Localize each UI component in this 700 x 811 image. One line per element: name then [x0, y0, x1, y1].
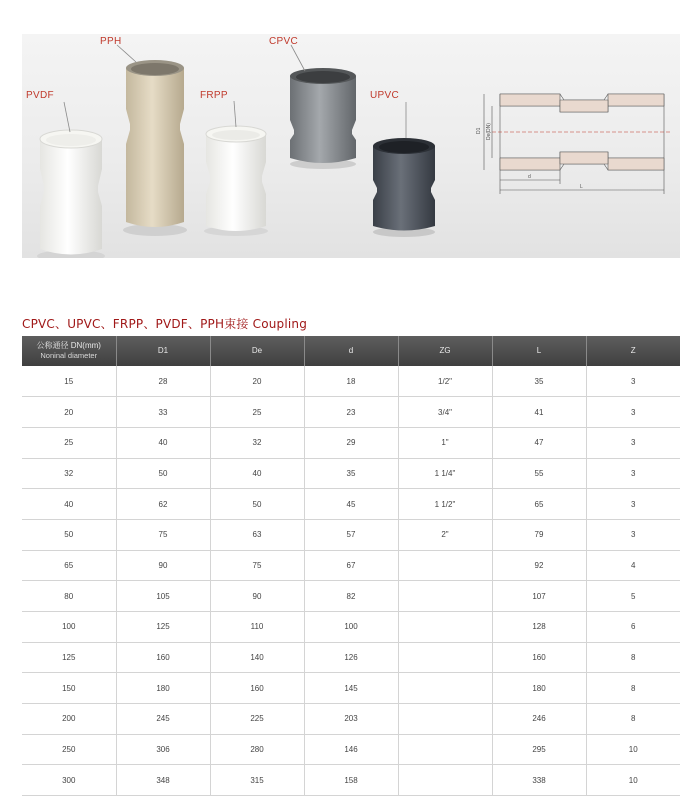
header-dn [22, 336, 116, 366]
cell-l: 55 [492, 458, 586, 489]
header-l: L [492, 336, 586, 366]
cell-d: 35 [304, 458, 398, 489]
cell-z: 8 [586, 642, 680, 673]
table-body [22, 366, 680, 796]
cell-dn: 40 [22, 489, 116, 520]
cell-de: 40 [210, 458, 304, 489]
cell-zg [398, 765, 492, 796]
cell-z: 3 [586, 489, 680, 520]
cell-d: 203 [304, 704, 398, 735]
cell-zg: 1" [398, 427, 492, 458]
coupling-spec-table [22, 336, 680, 796]
cell-de: 75 [210, 550, 304, 581]
cell-l: 107 [492, 581, 586, 612]
upvc-coupling [373, 138, 435, 237]
cell-z: 5 [586, 581, 680, 612]
table-row [22, 673, 680, 704]
cpvc-label: CPVC [269, 36, 298, 47]
cell-z: 3 [586, 397, 680, 428]
cell-d1: 50 [116, 458, 210, 489]
cell-dn: 200 [22, 704, 116, 735]
dim-dedn-label: De(DN) [486, 123, 492, 140]
cell-d: 146 [304, 734, 398, 765]
cell-de: 90 [210, 581, 304, 612]
pph-coupling [123, 60, 187, 236]
cell-de: 280 [210, 734, 304, 765]
cell-d1: 306 [116, 734, 210, 765]
cell-dn: 250 [22, 734, 116, 765]
cell-dn: 32 [22, 458, 116, 489]
cell-de: 25 [210, 397, 304, 428]
cell-d: 82 [304, 581, 398, 612]
cell-d: 126 [304, 642, 398, 673]
cell-zg: 1 1/2" [398, 489, 492, 520]
product-illustration [22, 34, 680, 258]
cell-l: 47 [492, 427, 586, 458]
cell-zg [398, 612, 492, 643]
cell-d: 158 [304, 765, 398, 796]
cell-zg [398, 704, 492, 735]
table-row [22, 397, 680, 428]
cell-de: 315 [210, 765, 304, 796]
cell-zg [398, 642, 492, 673]
cell-d: 18 [304, 366, 398, 397]
cell-zg [398, 550, 492, 581]
cell-d1: 40 [116, 427, 210, 458]
dim-d-label: d [528, 174, 531, 180]
cpvc-coupling [290, 68, 356, 169]
table-row [22, 427, 680, 458]
table-row [22, 612, 680, 643]
cell-l: 92 [492, 550, 586, 581]
table-row [22, 458, 680, 489]
cell-de: 140 [210, 642, 304, 673]
cell-d1: 62 [116, 489, 210, 520]
cell-z: 4 [586, 550, 680, 581]
cell-de: 110 [210, 612, 304, 643]
table-row [22, 765, 680, 796]
table-row [22, 642, 680, 673]
upvc-label: UPVC [370, 90, 399, 101]
table-row [22, 734, 680, 765]
cell-zg [398, 581, 492, 612]
cell-d1: 75 [116, 519, 210, 550]
cell-d1: 180 [116, 673, 210, 704]
cell-z: 3 [586, 519, 680, 550]
cell-dn: 25 [22, 427, 116, 458]
cell-d1: 28 [116, 366, 210, 397]
table-row [22, 519, 680, 550]
cell-l: 35 [492, 366, 586, 397]
cell-zg: 1 1/4" [398, 458, 492, 489]
cell-zg: 2" [398, 519, 492, 550]
dim-d1-label: D1 [476, 127, 482, 134]
cell-de: 160 [210, 673, 304, 704]
cell-d1: 245 [116, 704, 210, 735]
cell-l: 79 [492, 519, 586, 550]
cell-l: 41 [492, 397, 586, 428]
cell-dn: 150 [22, 673, 116, 704]
cell-d1: 348 [116, 765, 210, 796]
cell-dn: 125 [22, 642, 116, 673]
cell-l: 180 [492, 673, 586, 704]
dimension-drawing [484, 94, 672, 194]
cell-dn: 15 [22, 366, 116, 397]
cell-d: 57 [304, 519, 398, 550]
cell-d1: 125 [116, 612, 210, 643]
cell-d: 29 [304, 427, 398, 458]
cell-z: 8 [586, 673, 680, 704]
cell-z: 3 [586, 458, 680, 489]
header-de: De [210, 336, 304, 366]
cell-d: 100 [304, 612, 398, 643]
cell-d1: 90 [116, 550, 210, 581]
cell-dn: 65 [22, 550, 116, 581]
header-dn-sub: Noninal diameter [40, 351, 98, 360]
cell-dn: 100 [22, 612, 116, 643]
frpp-label: FRPP [200, 90, 228, 101]
cell-de: 32 [210, 427, 304, 458]
cell-z: 3 [586, 366, 680, 397]
cell-zg: 3/4" [398, 397, 492, 428]
header-d1: D1 [116, 336, 210, 366]
cell-de: 63 [210, 519, 304, 550]
cell-d: 145 [304, 673, 398, 704]
section-title: CPVC、UPVC、FRPP、PVDF、PPH束接 Coupling [22, 317, 308, 331]
cell-de: 50 [210, 489, 304, 520]
frpp-coupling [204, 126, 268, 236]
cell-zg [398, 673, 492, 704]
cell-dn: 300 [22, 765, 116, 796]
cell-z: 6 [586, 612, 680, 643]
table-row [22, 550, 680, 581]
cell-dn: 80 [22, 581, 116, 612]
cell-z: 10 [586, 734, 680, 765]
cell-d1: 105 [116, 581, 210, 612]
cell-d: 23 [304, 397, 398, 428]
cell-l: 295 [492, 734, 586, 765]
cell-l: 65 [492, 489, 586, 520]
table-row [22, 489, 680, 520]
table-row [22, 581, 680, 612]
cell-z: 10 [586, 765, 680, 796]
cell-l: 338 [492, 765, 586, 796]
cell-d: 45 [304, 489, 398, 520]
header-d: d [304, 336, 398, 366]
cell-zg: 1/2" [398, 366, 492, 397]
cell-z: 3 [586, 427, 680, 458]
pvdf-label: PVDF [26, 90, 54, 101]
cell-d: 67 [304, 550, 398, 581]
cell-l: 160 [492, 642, 586, 673]
cell-l: 246 [492, 704, 586, 735]
cell-dn: 20 [22, 397, 116, 428]
header-dn-label: 公称通径 DN(mm) [36, 341, 101, 350]
table-row [22, 704, 680, 735]
product-banner [22, 34, 680, 258]
cell-de: 20 [210, 366, 304, 397]
cell-de: 225 [210, 704, 304, 735]
table-header-row [22, 336, 680, 366]
pvdf-coupling [37, 130, 105, 258]
cell-l: 128 [492, 612, 586, 643]
header-zg: ZG [398, 336, 492, 366]
dim-l-label: L [580, 184, 583, 190]
header-z: Z [586, 336, 680, 366]
table-row [22, 366, 680, 397]
pph-label: PPH [100, 36, 122, 47]
cell-d1: 33 [116, 397, 210, 428]
cell-d1: 160 [116, 642, 210, 673]
cell-dn: 50 [22, 519, 116, 550]
cell-zg [398, 734, 492, 765]
cell-z: 8 [586, 704, 680, 735]
